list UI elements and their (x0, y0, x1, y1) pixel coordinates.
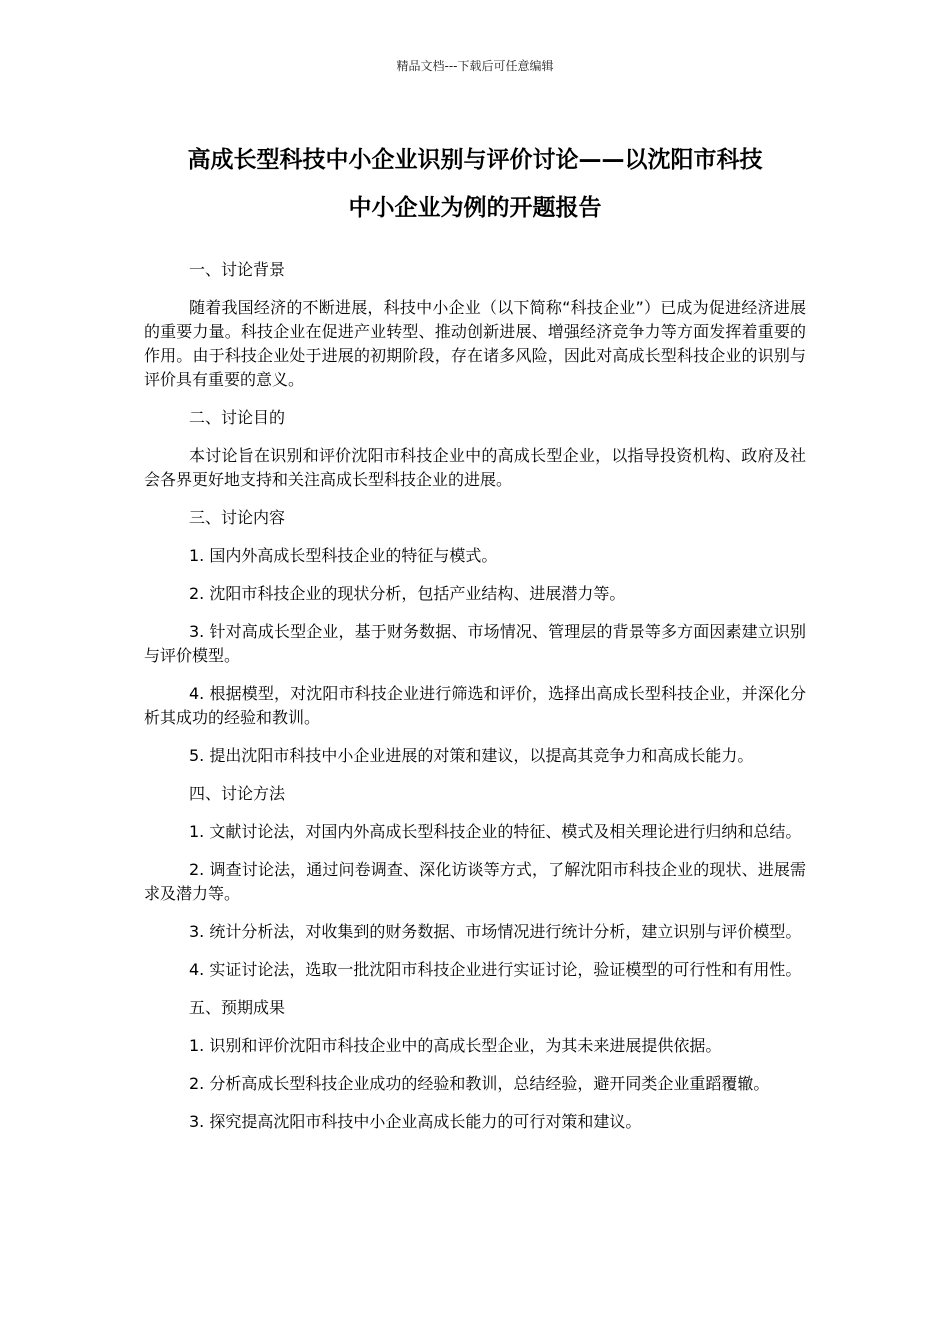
list-item: 5. 提出沈阳市科技中小企业进展的对策和建议，以提高其竞争力和高成长能力。 (189, 746, 754, 765)
list-item: 1. 识别和评价沈阳市科技企业中的高成长型企业，为其未来进展提供依据。 (189, 1036, 722, 1055)
title-line-2: 中小企业为例的开题报告 (348, 195, 602, 221)
section-heading-methods: 四、讨论方法 (189, 784, 286, 803)
title-line-1: 高成长型科技中小企业识别与评价讨论——以沈阳市科技 (187, 147, 763, 173)
list-item: 3. 探究提高沈阳市科技中小企业高成长能力的可行对策和建议。 (189, 1112, 642, 1131)
document-body (144, 258, 806, 1148)
page-header: 精品文档---下载后可任意编辑 (396, 59, 554, 73)
list-item: 2. 调查讨论法，通过问卷调查、深化访谈等方式，了解沈阳市科技企业的现状、进展需求及潜力等。 (144, 860, 806, 903)
list-item: 4. 实证讨论法，选取一批沈阳市科技企业进行实证讨论，验证模型的可行性和有用性。 (189, 960, 802, 979)
section-heading-content: 三、讨论内容 (189, 508, 286, 527)
section-heading-purpose: 二、讨论目的 (189, 408, 286, 427)
paragraph-purpose: 本讨论旨在识别和评价沈阳市科技企业中的高成长型企业，以指导投资机构、政府及社会各界更好地支持和关注高成长型科技企业的进展。 (144, 446, 806, 489)
list-item: 3. 针对高成长型企业，基于财务数据、市场情况、管理层的背景等多方面因素建立识别与评价模型。 (144, 622, 806, 665)
list-item: 4. 根据模型，对沈阳市科技企业进行筛选和评价，选择出高成长型科技企业，并深化分析其成功的经验和教训。 (144, 684, 806, 727)
list-item: 1. 文献讨论法，对国内外高成长型科技企业的特征、模式及相关理论进行归纳和总结。 (189, 822, 802, 841)
list-item: 3. 统计分析法，对收集到的财务数据、市场情况进行统计分析，建立识别与评价模型。 (189, 922, 802, 941)
section-heading-background: 一、讨论背景 (189, 260, 286, 279)
document-title (140, 136, 810, 232)
list-item: 2. 分析高成长型科技企业成功的经验和教训，总结经验，避开同类企业重蹈覆辙。 (189, 1074, 770, 1093)
list-item: 1. 国内外高成长型科技企业的特征与模式。 (189, 546, 498, 565)
paragraph-background: 随着我国经济的不断进展，科技中小企业（以下简称“科技企业”）已成为促进经济进展的重要力量。科技企业在促进产业转型、推动创新进展、增强经济竞争力等方面发挥着重要的作用。由于科技企业处于进展的初期阶段，存在诸多风险，因此对高成长型科技企业的识别与评价具有重要的意义。 (144, 298, 806, 389)
list-item: 2. 沈阳市科技企业的现状分析，包括产业结构、进展潜力等。 (189, 584, 626, 603)
section-heading-outcomes: 五、预期成果 (189, 998, 286, 1017)
